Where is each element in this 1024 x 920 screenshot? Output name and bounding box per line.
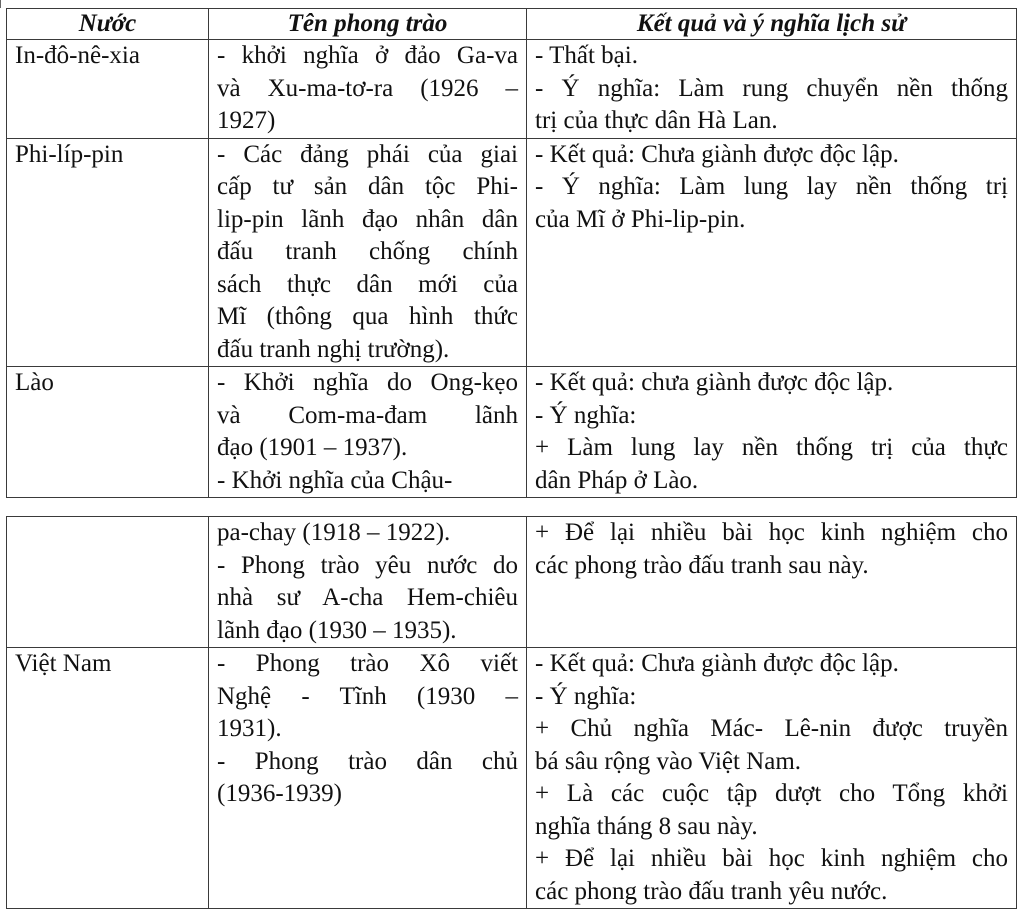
header-result: Kết quả và ý nghĩa lịch sử (527, 9, 1017, 40)
result-line: - Ý nghĩa: (535, 401, 637, 429)
movement-line: đạo (1901 – 1937). (217, 434, 408, 461)
movement-line: đấu tranh chống chính (217, 238, 518, 265)
movement-line: Mĩ (thông qua hình thức (217, 303, 518, 330)
movement-line: cấp tư sản dân tộc Phi- (217, 173, 518, 200)
country-cell (7, 138, 209, 367)
movement-cell (209, 40, 527, 139)
result-line: - Kết quả: Chưa giành được độc lập. (535, 140, 899, 168)
result-line: + Để lại nhiều bài học kinh nghiệm cho (535, 845, 1008, 872)
history-table-part2 (6, 516, 1017, 909)
country-cell (7, 517, 209, 648)
result-cell (527, 517, 1017, 648)
result-line: bá sâu rộng vào Việt Nam. (535, 747, 802, 775)
page-edge-mark (0, 0, 1, 8)
movement-line: lip-pin lãnh đạo nhân dân (217, 205, 518, 233)
result-line: nghĩa tháng 8 sau này. (535, 812, 758, 840)
movement-line: nhà sư A-cha Hem-chiêu (217, 584, 518, 611)
movement-line: đấu tranh nghị trường). (217, 335, 450, 363)
history-table-part1 (6, 8, 1017, 498)
result-line: + Làm lung lay nền thống trị của thực (535, 434, 1008, 461)
table-header-row (7, 9, 1017, 40)
movement-line: và Com-ma-đam lãnh (217, 401, 518, 429)
movement-line: 1931). (217, 715, 282, 742)
table-body-part1 (7, 40, 1017, 498)
movement-line: - Khởi nghĩa của Chậu- (217, 466, 453, 494)
header-movement: Tên phong trào (209, 9, 527, 40)
table-row (7, 367, 1017, 498)
result-line: - Ý nghĩa: Làm lung lay nền thống trị (535, 173, 1008, 200)
movement-cell (209, 517, 527, 648)
country-name: Phi-líp-pin (15, 140, 124, 168)
result-line: trị của thực dân Hà Lan. (535, 107, 778, 134)
result-line: dân Pháp ở Lào. (535, 466, 699, 494)
movement-cell (209, 138, 527, 367)
movement-line: - Các đảng phái của giai (217, 140, 518, 168)
movement-line: lãnh đạo (1930 – 1935). (217, 616, 457, 644)
result-line: của Mĩ ở Phi-lip-pin. (535, 205, 746, 233)
table-row (7, 648, 1017, 909)
movement-line: - Phong trào yêu nước do (217, 551, 518, 579)
movement-cell (209, 367, 527, 498)
movement-line: - khởi nghĩa ở đảo Ga-va (217, 42, 518, 69)
country-cell (7, 648, 209, 909)
result-line: - Kết quả: Chưa giành được độc lập. (535, 650, 899, 677)
movement-line: (1936-1939) (217, 780, 342, 807)
result-line: - Thất bại. (535, 42, 638, 69)
movement-line: 1927) (217, 107, 276, 134)
movement-line: Nghệ - Tĩnh (1930 – (217, 682, 518, 710)
country-cell (7, 367, 209, 498)
result-cell (527, 648, 1017, 909)
movement-line: và Xu-ma-tơ-ra (1926 – (217, 74, 518, 102)
country-name: In-đô-nê-xia (15, 42, 140, 69)
country-name: Lào (15, 369, 54, 396)
result-line: các phong trào đấu tranh yêu nước. (535, 877, 888, 905)
header-country: Nước (7, 9, 209, 40)
movement-cell (209, 648, 527, 909)
table-row (7, 517, 1017, 648)
table-body-part2 (7, 517, 1017, 909)
result-cell (527, 138, 1017, 367)
table-row (7, 40, 1017, 139)
result-cell (527, 367, 1017, 498)
table-row (7, 138, 1017, 367)
movement-line: sách thực dân mới của (217, 270, 518, 298)
result-line: + Là các cuộc tập dượt cho Tổng khởi (535, 780, 1008, 807)
result-line: các phong trào đấu tranh sau này. (535, 551, 869, 579)
movement-line: - Phong trào dân chủ (217, 747, 518, 775)
result-line: - Ý nghĩa: Làm rung chuyển nền thống (535, 74, 1008, 102)
movement-line: - Khởi nghĩa do Ong-kẹo (217, 369, 518, 396)
result-line: + Chủ nghĩa Mác- Lê-nin được truyền (535, 715, 1008, 742)
country-cell (7, 40, 209, 139)
result-line: + Để lại nhiều bài học kinh nghiệm cho (535, 519, 1008, 546)
country-name: Việt Nam (15, 650, 112, 677)
movement-line: - Phong trào Xô viết (217, 650, 518, 677)
result-cell (527, 40, 1017, 139)
result-line: - Kết quả: chưa giành được độc lập. (535, 369, 894, 396)
result-line: - Ý nghĩa: (535, 682, 637, 710)
movement-line: pa-chay (1918 – 1922). (217, 519, 451, 546)
